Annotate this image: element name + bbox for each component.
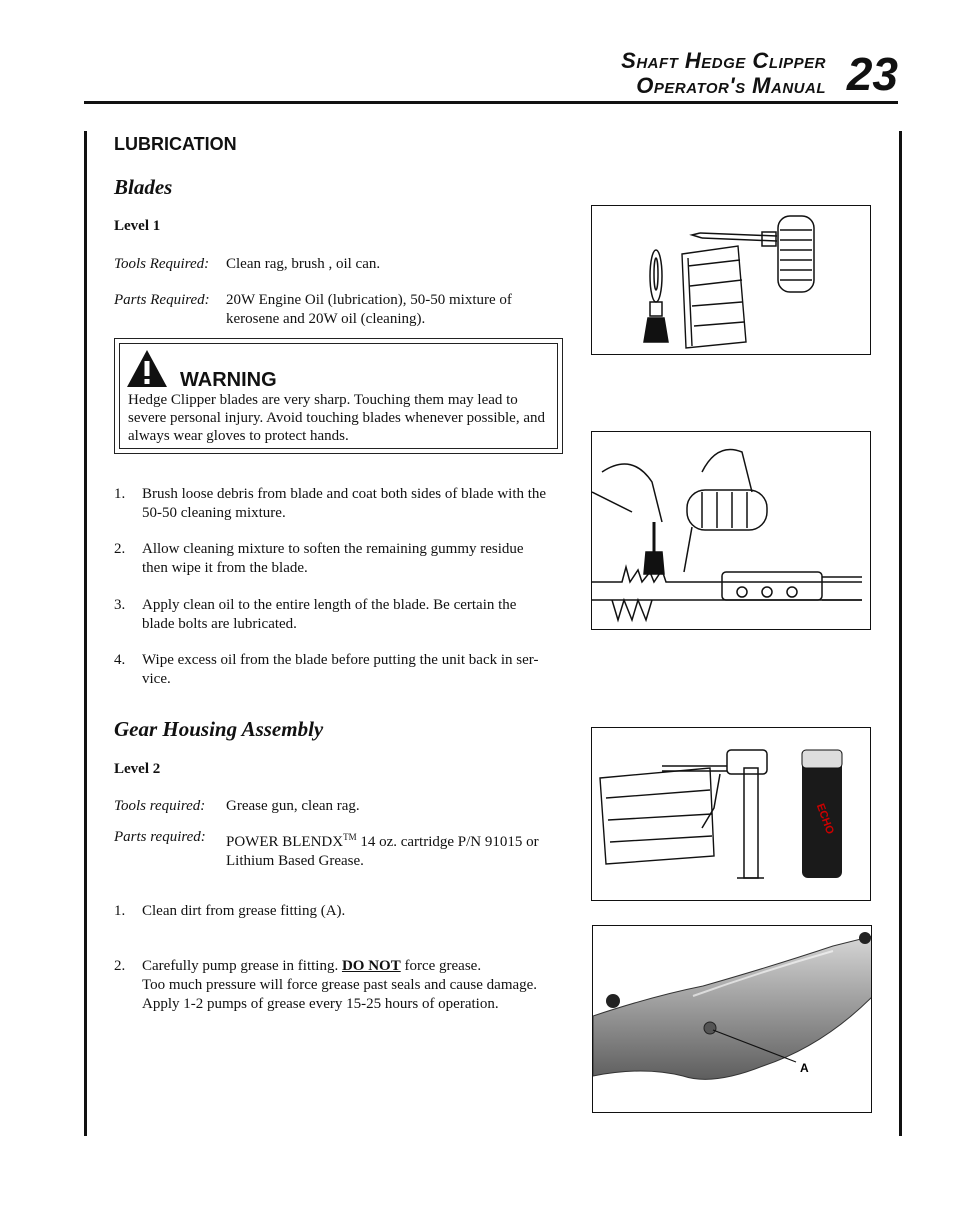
blade-cleaning-illustration <box>592 432 871 630</box>
step-number: 3. <box>114 597 126 613</box>
brush-icon <box>644 250 668 342</box>
manual-title-line2: Operator's Manual <box>636 73 826 98</box>
oil-can-icon <box>687 490 767 530</box>
blades-parts-value: 20W Engine Oil (lubrication), 50-50 mixture of kerosene and 20W oil (cleaning). <box>226 292 512 327</box>
grease-cartridge-icon <box>802 750 842 878</box>
gear-housing-illustration <box>593 926 872 1113</box>
gear-level: Level 2 <box>114 761 161 777</box>
manual-title-line1: Shaft Hedge Clipper <box>621 48 826 73</box>
step-text: Wipe excess oil from the blade before putting the unit back in ser-vice. <box>142 652 539 687</box>
manual-title <box>621 48 826 98</box>
page-number: 23 <box>846 48 898 100</box>
blades-level: Level 1 <box>114 218 161 234</box>
brush-icon <box>644 552 664 574</box>
step-text: Apply clean oil to the entire length of the blade. Be certain the blade bolts are lubricated. <box>142 597 517 632</box>
step-text: Clean dirt from grease fitting (A). <box>142 903 346 919</box>
warning-triangle-icon <box>126 348 168 388</box>
step-number: 1. <box>114 486 126 502</box>
grease-tools-figure <box>591 727 871 901</box>
tools-figure <box>591 205 871 355</box>
blades-tools-label: Tools Required: <box>114 256 210 272</box>
gear-parts-value: POWER BLENDX™ 14 oz. cartridge P/N 91015 or Lithium Based Grease. <box>226 832 539 869</box>
step-number: 2. <box>114 958 126 974</box>
gear-parts-label: Parts required: <box>114 829 206 845</box>
step-number: 4. <box>114 652 126 668</box>
warning-text: Hedge Clipper blades are very sharp. Touching them may lead to severe personal injury. Avoid touching blades whenever possible, and always wear gloves to protect hands. <box>128 392 545 444</box>
gear-tools-value: Grease gun, clean rag. <box>226 798 360 814</box>
step-text: Allow cleaning mixture to soften the remaining gummy residue then wipe it from the blade. <box>142 541 524 576</box>
warning-title: WARNING <box>180 369 277 391</box>
grease-fitting-icon <box>704 1022 716 1034</box>
tools-illustration <box>592 206 871 355</box>
gear-housing-figure <box>592 925 872 1113</box>
svg-text:ECHO: ECHO <box>813 801 836 836</box>
step-number: 2. <box>114 541 126 557</box>
step-text: Carefully pump grease in fitting. DO NOT force grease. Too much pressure will force grease past seals and cause damage. Apply 1-2 pumps of grease every 15-25 hours of operation. <box>142 958 538 1012</box>
blade-cleaning-figure <box>591 431 871 630</box>
left-margin-bar <box>84 131 87 1136</box>
blades-heading: Blades <box>114 175 173 199</box>
step-text: Brush loose debris from blade and coat both sides of blade with the 50-50 cleaning mixture. <box>142 486 547 521</box>
blades-parts-label: Parts Required: <box>114 292 210 308</box>
rag-icon <box>682 246 746 348</box>
gear-heading: Gear Housing Assembly <box>114 717 324 741</box>
oil-can-icon <box>692 216 814 292</box>
blades-tools-value: Clean rag, brush , oil can. <box>226 256 381 272</box>
right-margin-bar <box>899 131 902 1136</box>
callout-label-a: A <box>800 1061 809 1075</box>
hand-icon <box>702 450 752 493</box>
header-rule <box>84 101 898 104</box>
gear-housing-icon <box>722 572 822 600</box>
rag-icon <box>600 768 714 864</box>
grease-tools-illustration <box>592 728 871 901</box>
gear-tools-label: Tools required: <box>114 798 206 814</box>
step-number: 1. <box>114 903 126 919</box>
section-title: LUBRICATION <box>114 134 237 154</box>
hand-icon <box>602 464 662 522</box>
